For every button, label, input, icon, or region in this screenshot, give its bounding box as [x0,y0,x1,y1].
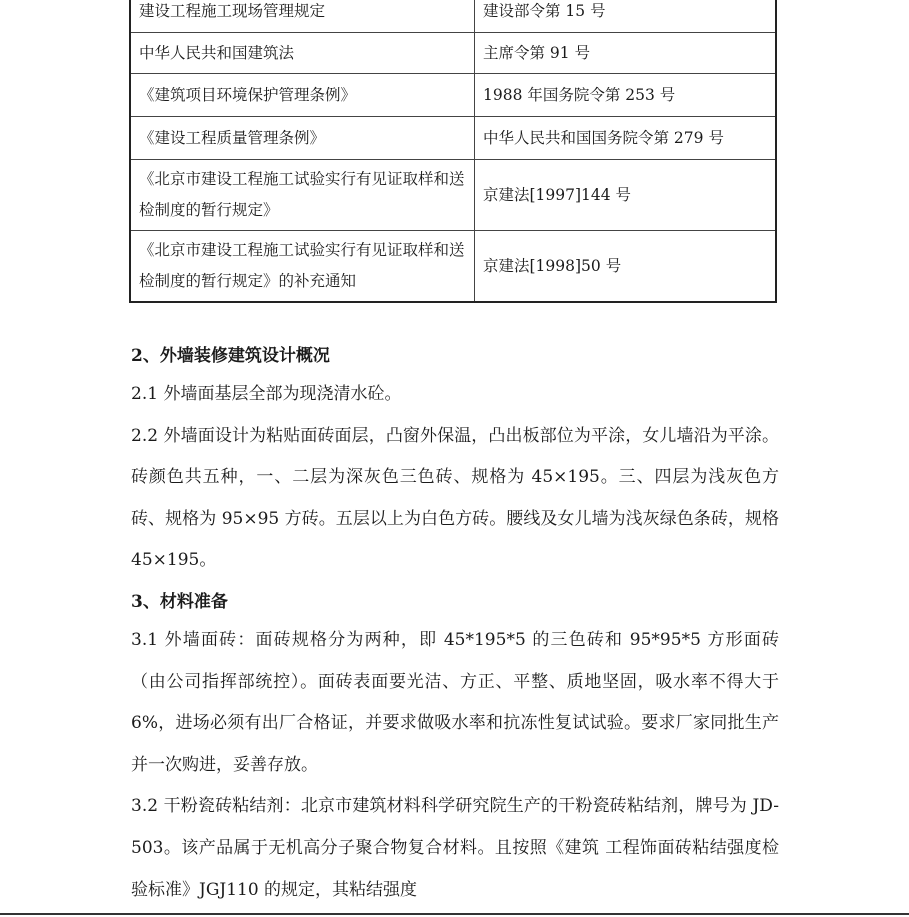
paragraph: 3.1 外墙面砖：面砖规格分为两种，即 45*195*5 的三色砖和 95*95*5 方形面砖（由公司指挥部统控）。面砖表面要光洁、方正、平整、质地坚固，吸水率不得大于 6%，进场必须有出厂合格证，并要求做吸水率和抗冻性复试试验。要求厂家同批生产并一次购进，妥善存放。 [131,629,779,775]
regulation-name: 《建筑项目环境保护管理条例》 [130,74,475,117]
regulation-ref: 建设部令第 15 号 [475,0,777,33]
paragraph: 2.2 外墙面设计为粘贴面砖面层，凸窗外保温，凸出板部位为平涂，女儿墙沿为平涂。砖颜色共五种，一、二层为深灰色三色砖、规格为 45×195。三、四层为浅灰色方砖、规格为 95×95 方砖。五层以上为白色方砖。腰线及女儿墙为浅灰绿色条砖，规格 45×195。 [131,425,779,571]
table-row [130,160,776,231]
regulation-name: 建设工程施工现场管理规定 [130,0,475,33]
table-row [130,231,776,303]
table-row [130,117,776,160]
regulations-table [129,0,777,303]
regulation-ref: 1988 年国务院令第 253 号 [475,74,777,117]
document-body [131,338,779,911]
regulation-name: 《建设工程质量管理条例》 [130,117,475,160]
paragraph: 3.2 干粉瓷砖粘结剂：北京市建筑材料科学研究院生产的干粉瓷砖粘结剂，牌号为 JD-503。该产品属于无机高分子聚合物复合材料。且按照《建筑 工程饰面砖粘结强度检验标准》JGJ110 的规定，其粘结强度 [131,796,779,900]
regulation-name: 《北京市建设工程施工试验实行有见证取样和送检制度的暂行规定》 [130,160,475,231]
regulation-name: 中华人民共和国建筑法 [130,33,475,74]
section-heading: 2、外墙装修建筑设计概况 [131,346,330,366]
regulation-ref: 主席令第 91 号 [475,33,777,74]
regulation-name: 《北京市建设工程施工试验实行有见证取样和送检制度的暂行规定》的补充通知 [130,231,475,303]
regulation-ref: 京建法[1997]144 号 [475,160,777,231]
table-row [130,33,776,74]
paragraph: 2.1 外墙面基层全部为现浇清水砼。 [131,384,402,404]
table-row [130,0,776,33]
regulation-ref: 中华人民共和国国务院令第 279 号 [475,117,777,160]
regulation-ref: 京建法[1998]50 号 [475,231,777,303]
table-row [130,74,776,117]
page-bottom-rule [0,913,909,915]
section-heading: 3、材料准备 [131,591,228,612]
